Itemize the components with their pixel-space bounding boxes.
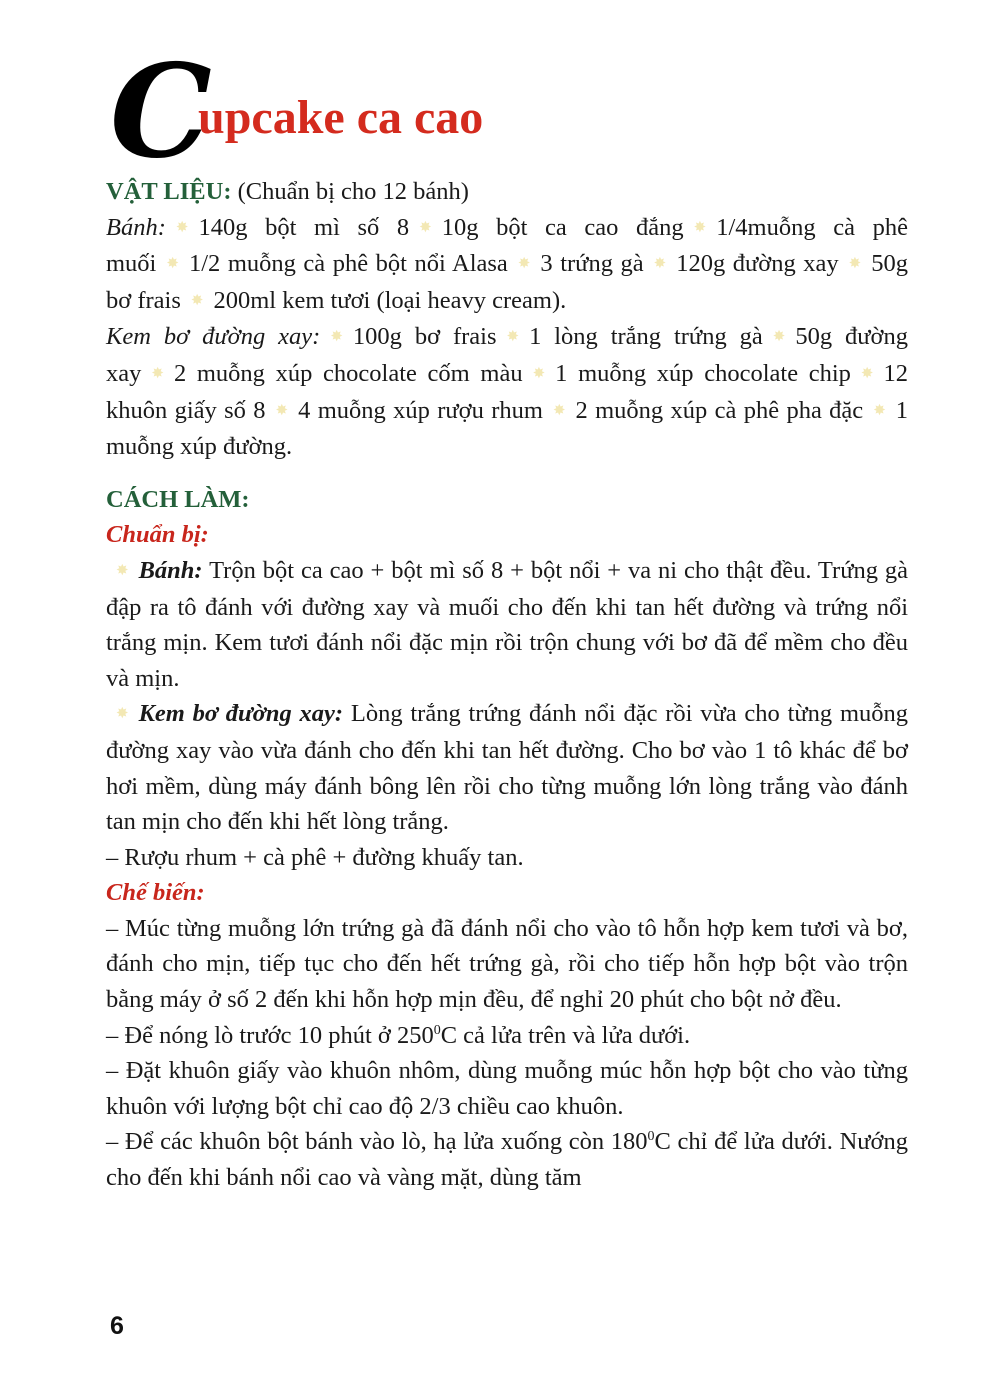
prep-cream-label: Kem bơ đường xay: (138, 700, 344, 728)
sparkle-star-icon: ✸ (653, 256, 667, 273)
ingredient-item: 200ml kem tươi (loại heavy cream). (213, 286, 567, 314)
sparkle-star-icon: ✸ (116, 706, 129, 723)
sparkle-star-icon: ✸ (860, 365, 874, 382)
materials-section (106, 174, 908, 210)
ingredient-item: 2 muỗng xúp chocolate cốm màu (173, 359, 523, 387)
sparkle-star-icon: ✸ (532, 365, 546, 382)
ingredient-item: 10g bột ca cao đắng (441, 213, 684, 241)
sparkle-star-icon: ✸ (190, 292, 204, 309)
ingredient-item: 100g bơ frais (352, 323, 497, 351)
cook-step-2-text: – Để nóng lò trước 10 phút ở 250 (106, 1021, 434, 1049)
sparkle-star-icon: ✸ (330, 329, 343, 346)
prep-rum-line: – Rượu rhum + cà phê + đường khuấy tan. (106, 843, 524, 871)
ingredient-item: 1 lòng trắng trứng gà (529, 323, 763, 351)
sparkle-star-icon: ✸ (848, 256, 862, 273)
materials-heading: VẬT LIỆU: (106, 178, 232, 205)
ingredient-item: 50g đường xay (106, 323, 908, 387)
prep-cake-paragraph (106, 553, 908, 696)
cream-label: Kem bơ đường xay: (106, 323, 321, 351)
recipe-body (106, 174, 908, 1196)
ingredient-item: 1 muỗng xúp chocolate chip (555, 359, 851, 387)
sparkle-star-icon: ✸ (517, 256, 531, 273)
cook-step-4-text-end: C chỉ để lửa dưới. Nướng cho đến khi bánh nổi cao và vàng mặt, dùng tăm (106, 1128, 908, 1192)
section-spacer (106, 465, 908, 482)
prep-cream-text: Lòng trắng trứng đánh nổi đặc rồi vừa cho từng muỗng đường xay vào vừa đánh cho đến khi tan hết đường. Cho bơ vào 1 tô khác để bơ hơi mềm, dùng máy đánh bông lên rồi cho từng muỗng lớn lòng trắng vào đánh tan mịn cho đến khi hết lòng trắng. (106, 700, 909, 836)
sparkle-star-icon: ✸ (151, 365, 164, 382)
sparkle-star-icon: ✸ (175, 219, 189, 236)
cook-step-4-text: – Để các khuôn bột bánh vào lò, hạ lửa xuống còn 180 (106, 1128, 648, 1156)
ingredient-item: 3 trứng gà (540, 250, 644, 278)
cook-step-2 (106, 1018, 908, 1054)
method-heading: CÁCH LÀM: (106, 485, 250, 513)
prep-cake-text: Trộn bột ca cao + bột mì số 8 + bột nổi + va ni cho thật đều. Trứng gà đập ra tô đánh với đường xay và muối cho đến khi tan hết đường và trứng nổi trắng mịn. Kem tươi đánh nổi đặc mịn rồi trộn chung với bơ đã để mềm cho đều và mịn. (106, 556, 909, 692)
prep-cake-label: Bánh: (138, 556, 203, 584)
materials-note: (Chuẩn bị cho 12 bánh) (237, 178, 469, 205)
degree-mark: 0 (647, 1129, 655, 1145)
cook-step-1: – Múc từng muỗng lớn trứng gà đã đánh nổi cho vào tô hỗn hợp kem tươi và bơ, đánh cho mịn, tiếp tục cho đến hết trứng gà, rồi cho tiếp hỗn hợp bột vào trộn bằng máy ở số 2 đến khi hỗn hợp mịn đều, để nghỉ 20 phút cho bột nở đều. (106, 914, 908, 1014)
sparkle-star-icon: ✸ (693, 219, 707, 236)
prep-heading: Chuẩn bị: (106, 521, 209, 549)
sparkle-star-icon: ✸ (506, 329, 520, 346)
sparkle-star-icon: ✸ (772, 329, 786, 346)
ingredient-item: 4 muỗng xúp rượu rhum (298, 396, 543, 424)
cook-heading: Chế biến: (106, 879, 205, 907)
ingredient-item: 140g bột mì số 8 (198, 213, 410, 241)
sparkle-star-icon: ✸ (419, 219, 432, 236)
sparkle-star-icon: ✸ (275, 402, 289, 419)
recipe-title (110, 37, 810, 187)
cake-label: Bánh: (106, 213, 166, 241)
cream-ingredients (106, 319, 908, 464)
ingredient-item: 50g bơ frais (106, 250, 908, 314)
ingredient-item: 1/4muỗng cà phê muối (106, 213, 908, 278)
ingredient-item: 2 muỗng xúp cà phê pha đặc (575, 396, 864, 424)
sparkle-star-icon: ✸ (116, 562, 129, 579)
title-text: upcake ca cao (198, 91, 484, 144)
title-initial: C (110, 37, 212, 187)
sparkle-star-icon: ✸ (166, 256, 179, 273)
ingredient-item: 1/2 muỗng cà phê bột nổi Alasa (188, 250, 508, 278)
ingredient-item: 1 muỗng xúp đường. (106, 396, 909, 461)
prep-cream-paragraph (106, 696, 908, 839)
cook-step-3: – Đặt khuôn giấy vào khuôn nhôm, dùng muỗng múc hỗn hợp bột cho vào từng khuôn với lượng bột chỉ cao độ 2/3 chiều cao khuôn. (106, 1057, 908, 1120)
sparkle-star-icon: ✸ (873, 402, 886, 419)
degree-mark: 0 (433, 1022, 441, 1038)
cake-ingredients (106, 210, 908, 320)
sparkle-star-icon: ✸ (552, 402, 566, 419)
cook-step-4 (106, 1124, 908, 1195)
ingredient-item: 12 khuôn giấy số 8 (106, 359, 908, 424)
page-number: 6 (110, 1312, 124, 1340)
ingredient-item: 120g đường xay (676, 250, 839, 278)
cook-step-2-text-end: C cả lửa trên và lửa dưới. (440, 1021, 691, 1049)
